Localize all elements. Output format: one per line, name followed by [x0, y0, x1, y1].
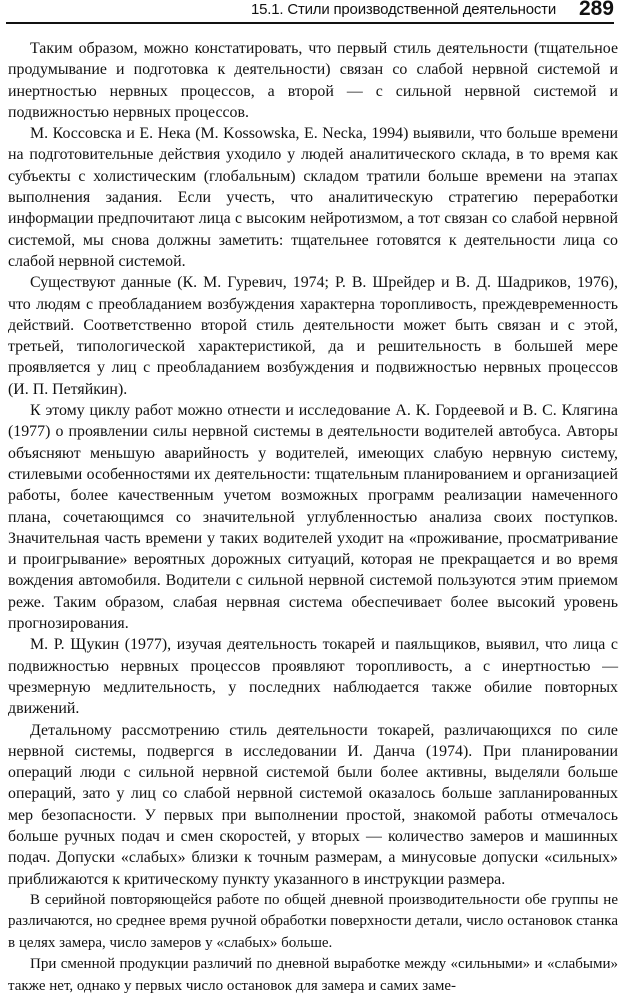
running-header [6, 0, 614, 24]
paragraph: Существуют данные (К. М. Гуревич, 1974; Р. В. Шрейдер и В. Д. Шадриков, 1976), что людям с преобладанием возбуждения характерна торопливость, преждевременность действий. Соответственно второй стиль деятельности может быть связан и с этой, третьей, типологической характеристикой, да и решительность в большей мере проявляется у лиц с преобладанием возбуждения и подвижностью нервных процессов (И. П. Петяйкин). [8, 274, 618, 398]
paragraph: При сменной продукции различий по дневной выработке между «сильными» и «слабыми» также нет, однако у первых число остановок для замера и самих заме- [8, 956, 618, 994]
paragraph: М. Коссовска и Е. Нека (М. Kossowska, E. Necka, 1994) выявили, что больше времени на подготовительные действия уходило у людей аналитического склада, в то время как субъекты с холистическим (глобальным) складом тратили больше времени на этапах выполнения задания. Если учесть, что аналитическую стратегию переработки информации предпочитают лица с высоким нейротизмом, а тот связан со слабой нервной системой, мы снова должны заметить: тщательнее готовятся к деятельности лица со слабой нервной системой. [8, 125, 618, 270]
paragraph: М. Р. Щукин (1977), изучая деятельность токарей и паяльщиков, выявил, что лица с подвижностью нервных процессов проявляют торопливость, а с инертностью — чрезмерную медлительность, у последних наблюдается также обилие повторных движений. [8, 636, 618, 718]
paragraph: В серийной повторяющейся работе по общей дневной производительности обе группы не различаются, но среднее время ручной обработки поверхности детали, число остановок станка в целях замера, число замеров у «слабых» больше. [8, 891, 618, 951]
body-text [8, 38, 618, 997]
page-number: 289 [578, 0, 614, 20]
section-title: 15.1. Стили производственной деятельности [250, 1, 556, 18]
paragraph: Таким образом, можно констатировать, что первый стиль деятельности (тщательное продумывание и подготовка к деятельности) связан со слабой нервной системой и инертностью нервных процессов, а второй — с сильной нервной системой и подвижностью нервных процессов. [8, 40, 618, 121]
paragraph: К этому циклу работ можно отнести и исследование А. К. Гордеевой и В. С. Клягина (1977) о проявлении силы нервной системы в деятельности водителей автобуса. Авторы объясняют меньшую аварийность у водителей, имеющих слабую нервную систему, стилевыми особенностями их деятельности: тщательным планированием и организацией работы, более качественным учетом возможных программ реализации намеченного плана, сочетающимся со значительной углубленностью анализа своих поступков. Значительная часть времени у таких водителей уходит на «проживание, просматривание и проигрывание» вероятных дорожных ситуаций, которая не прекращается и во время вождения автомобиля. Водители с сильной нервной системой пользуются этим приемом реже. Таким образом, слабая нервная система обеспечивает более высокий уровень прогнозирования. [8, 402, 618, 633]
paragraph: Детальному рассмотрению стиль деятельности токарей, различающихся по силе нервной системы, подвергся в исследовании И. Данча (1974). При планировании операций люди с сильной нервной системой были более активны, выделяли больше операций, зато у лиц со слабой нервной системой оказалось больше запланированных мер безопасности. У первых при выполнении простой, знакомой работы отмечалось больше ручных подач и смен скоростей, у вторых — количество замеров и машинных подач. Допуски «слабых» близки к точным размерам, а минусовые допуски «сильных» приближаются к критическому пункту указанного в инструкции размера. [8, 721, 618, 888]
